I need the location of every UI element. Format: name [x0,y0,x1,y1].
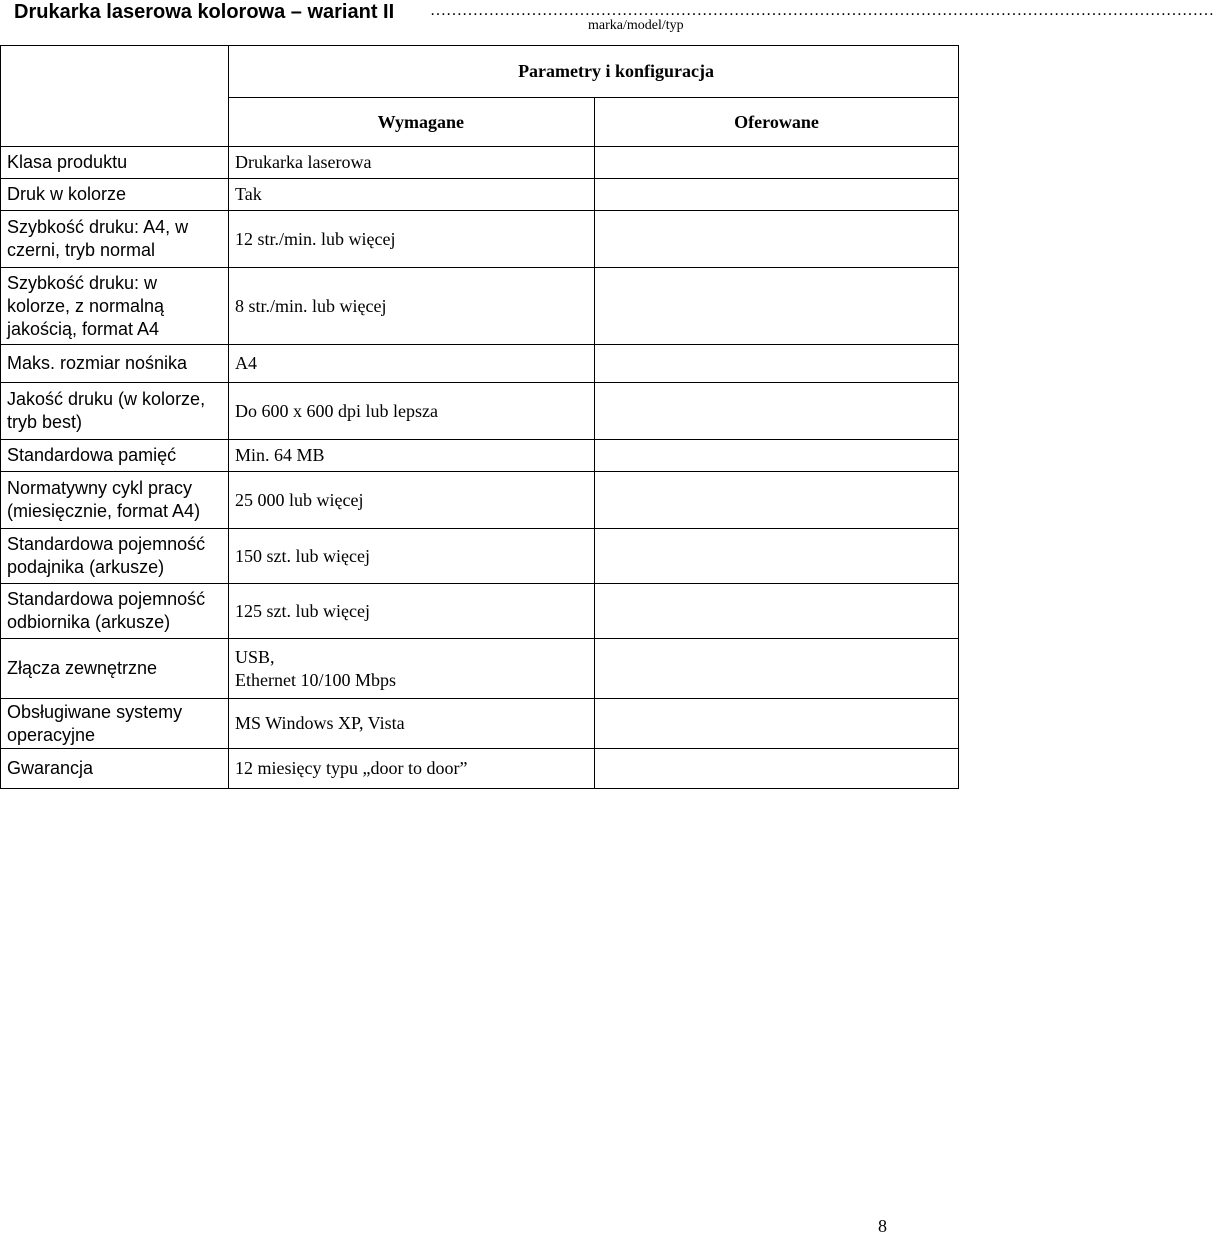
column-header-required: Wymagane [229,98,595,147]
table-row [1,639,959,699]
row-offered [595,529,959,584]
page-number: 8 [878,1216,887,1236]
row-offered [595,383,959,440]
table-row [1,584,959,639]
row-label: Maks. rozmiar nośnika [1,345,229,383]
row-required: A4 [229,345,595,383]
row-offered [595,699,959,749]
row-label: Druk w kolorze [1,179,229,211]
spec-table [0,45,958,789]
row-label: Standardowa pojemność podajnika (arkusze) [1,529,229,584]
table-row [1,345,959,383]
row-offered [595,584,959,639]
row-offered [595,639,959,699]
row-required: 150 szt. lub więcej [229,529,595,584]
row-required: Min. 64 MB [229,440,595,472]
document-title: Drukarka laserowa kolorowa – wariant II [14,1,395,23]
row-required: 12 str./min. lub więcej [229,211,595,268]
row-label: Normatywny cykl pracy (miesięcznie, format A4) [1,472,229,529]
table-row [1,147,959,179]
row-required-line: Ethernet 10/100 Mbps [235,669,396,690]
row-required: 8 str./min. lub więcej [229,268,595,345]
model-label: marka/model/typ [588,18,684,33]
table-row [1,749,959,789]
row-label: Obsługiwane systemy operacyjne [1,699,229,749]
row-required: Tak [229,179,595,211]
row-offered [595,179,959,211]
row-required: MS Windows XP, Vista [229,699,595,749]
table-row [1,268,959,345]
row-label: Standardowa pojemność odbiornika (arkusze) [1,584,229,639]
row-required [229,639,595,699]
table-row [1,440,959,472]
row-label: Klasa produktu [1,147,229,179]
corner-empty-cell [1,46,229,147]
row-required: 12 miesięcy typu „door to door” [229,749,595,789]
row-label: Standardowa pamięć [1,440,229,472]
row-required: Do 600 x 600 dpi lub lepsza [229,383,595,440]
table-row [1,383,959,440]
row-label: Szybkość druku: w kolorze, z normalną jakością, format A4 [1,268,229,345]
model-fill-line: ………………………………………………………………………………………………………………………………… [430,2,1214,19]
table-row [1,211,959,268]
table-row [1,472,959,529]
row-offered [595,440,959,472]
row-offered [595,749,959,789]
row-required: 125 szt. lub więcej [229,584,595,639]
row-label: Szybkość druku: A4, w czerni, tryb normal [1,211,229,268]
group-header: Parametry i konfiguracja [229,46,959,98]
row-offered [595,147,959,179]
row-label: Gwarancja [1,749,229,789]
row-offered [595,268,959,345]
table-row [1,179,959,211]
row-offered [595,345,959,383]
table-row [1,699,959,749]
row-required-line: USB, [235,646,275,667]
row-required: 25 000 lub więcej [229,472,595,529]
row-label: Jakość druku (w kolorze, tryb best) [1,383,229,440]
row-offered [595,472,959,529]
row-required: Drukarka laserowa [229,147,595,179]
column-header-offered: Oferowane [595,98,959,147]
row-offered [595,211,959,268]
row-label: Złącza zewnętrzne [1,639,229,699]
table-row [1,529,959,584]
